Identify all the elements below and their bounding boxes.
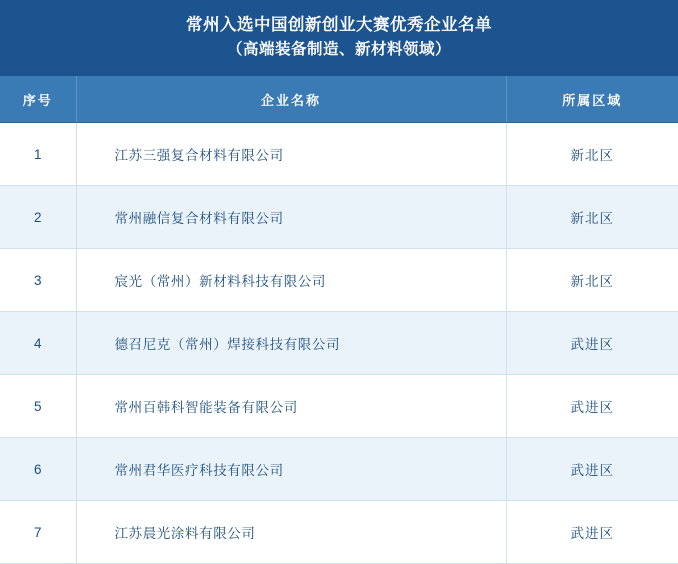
row-company-name: 常州君华医疗科技有限公司 (76, 438, 506, 501)
row-area: 新北区 (506, 186, 678, 249)
row-index: 6 (0, 438, 76, 501)
row-area: 武进区 (506, 375, 678, 438)
row-area: 新北区 (506, 249, 678, 312)
column-header-index: 序号 (0, 76, 76, 123)
row-index: 2 (0, 186, 76, 249)
table-row (0, 186, 678, 249)
row-company-name: 宸光（常州）新材料科技有限公司 (76, 249, 506, 312)
table-row (0, 438, 678, 501)
table-row (0, 501, 678, 564)
row-company-name: 常州百韩科智能装备有限公司 (76, 375, 506, 438)
document-title-banner (0, 0, 678, 76)
table-row (0, 312, 678, 375)
row-index: 5 (0, 375, 76, 438)
row-company-name: 德召尼克（常州）焊接科技有限公司 (76, 312, 506, 375)
row-area: 武进区 (506, 501, 678, 564)
table-row (0, 375, 678, 438)
table-header-row (0, 76, 678, 123)
row-index: 1 (0, 123, 76, 186)
column-header-area: 所属区域 (506, 76, 678, 123)
table-row (0, 123, 678, 186)
row-area: 新北区 (506, 123, 678, 186)
row-company-name: 常州融信复合材料有限公司 (76, 186, 506, 249)
row-area: 武进区 (506, 312, 678, 375)
page-subtitle: （高端装备制造、新材料领域） (226, 41, 451, 58)
row-company-name: 江苏晨光涂料有限公司 (76, 501, 506, 564)
row-company-name: 江苏三强复合材料有限公司 (76, 123, 506, 186)
table-body (0, 123, 678, 564)
row-area: 武进区 (506, 438, 678, 501)
column-header-company-name: 企业名称 (76, 76, 506, 123)
row-index: 7 (0, 501, 76, 564)
company-list-table (0, 76, 678, 564)
table-row (0, 249, 678, 312)
row-index: 4 (0, 312, 76, 375)
page-title: 常州入选中国创新创业大赛优秀企业名单 (186, 16, 492, 34)
row-index: 3 (0, 249, 76, 312)
table-header (0, 76, 678, 123)
